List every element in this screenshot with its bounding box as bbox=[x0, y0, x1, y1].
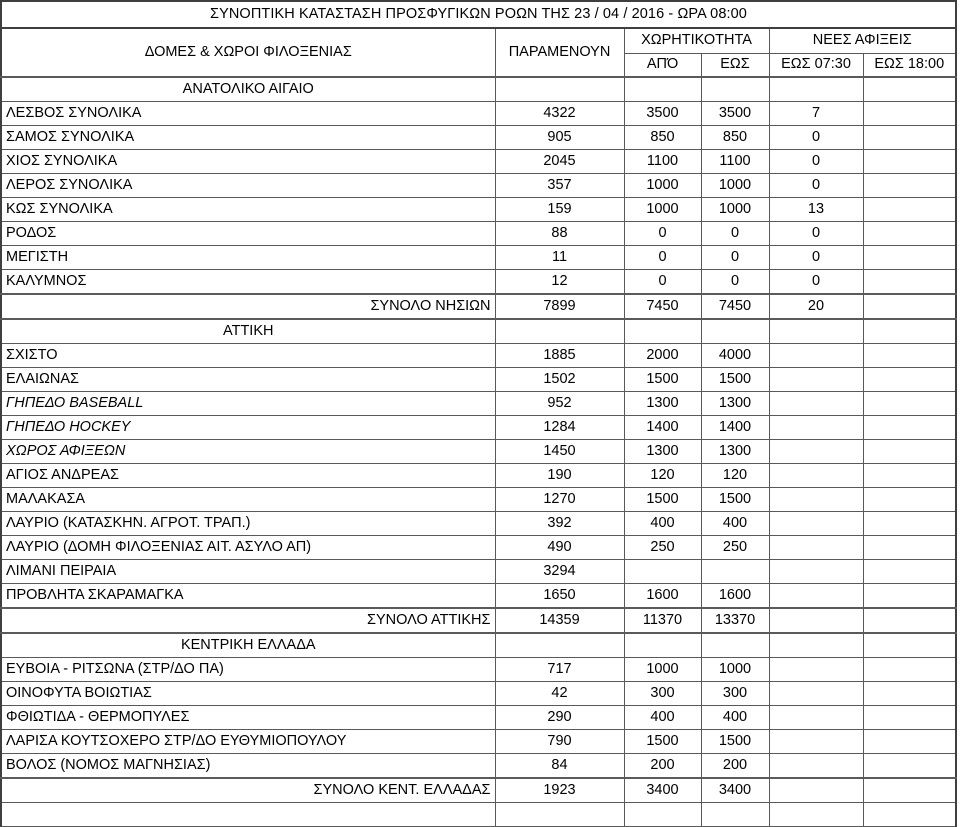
table-row bbox=[1, 368, 956, 392]
cell-arrivals-1800 bbox=[863, 778, 956, 803]
table-row bbox=[1, 730, 956, 754]
cell-arrivals-1800 bbox=[863, 706, 956, 730]
cell-facility-name: ΦΘΙΩΤΙΔΑ - ΘΕΡΜΟΠΥΛΕΣ bbox=[1, 706, 495, 730]
cell-facility-name: ΜΑΛΑΚΑΣΑ bbox=[1, 488, 495, 512]
cell-arrivals-1800 bbox=[863, 368, 956, 392]
cell-capacity-from bbox=[624, 77, 701, 102]
cell-arrivals-1800 bbox=[863, 682, 956, 706]
cell-arrivals-0730 bbox=[769, 77, 863, 102]
cell-capacity-to bbox=[701, 319, 769, 344]
table-header bbox=[1, 1, 956, 77]
cell-capacity-from: 1100 bbox=[624, 150, 701, 174]
table-row bbox=[1, 126, 956, 150]
cell-capacity-from: 1600 bbox=[624, 584, 701, 609]
table-partial-row bbox=[1, 803, 956, 827]
cell-facility-name: ΠΡΟΒΛΗΤΑ ΣΚΑΡΑΜΑΓΚΑ bbox=[1, 584, 495, 609]
report-title: ΣΥΝΟΠΤΙΚΗ ΚΑΤΑΣΤΑΣΗ ΠΡΟΣΦΥΓΙΚΩΝ ΡΟΩΝ ΤΗΣ 23 / 04 / 2016 - ΩΡΑ 08:00 bbox=[1, 1, 956, 28]
cell-arrivals-0730: 20 bbox=[769, 294, 863, 319]
col-header-capacity-to: ΕΩΣ bbox=[701, 54, 769, 78]
cell-arrivals-0730: 0 bbox=[769, 126, 863, 150]
cell-staying: 1270 bbox=[495, 488, 624, 512]
cell-staying: 12 bbox=[495, 270, 624, 295]
cell-arrivals-0730 bbox=[769, 778, 863, 803]
cell-staying: 3294 bbox=[495, 560, 624, 584]
cell-staying: 1885 bbox=[495, 344, 624, 368]
cell-arrivals-0730 bbox=[769, 658, 863, 682]
cell-arrivals-1800 bbox=[863, 126, 956, 150]
cell-arrivals-1800 bbox=[863, 803, 956, 827]
cell-facility-name: ΕΥΒΟΙΑ - ΡΙΤΣΩΝΑ (ΣΤΡ/ΔΟ ΠΑ) bbox=[1, 658, 495, 682]
table-row bbox=[1, 440, 956, 464]
total-label: ΣΥΝΟΛΟ ΑΤΤΙΚΗΣ bbox=[1, 608, 495, 633]
cell-capacity-from: 1000 bbox=[624, 658, 701, 682]
cell-capacity-to: 1500 bbox=[701, 488, 769, 512]
cell-facility-name: ΣΑΜΟΣ ΣΥΝΟΛΙΚΑ bbox=[1, 126, 495, 150]
cell-arrivals-1800 bbox=[863, 246, 956, 270]
cell-staying: 717 bbox=[495, 658, 624, 682]
cell-capacity-from: 0 bbox=[624, 246, 701, 270]
section-title: ΑΝΑΤΟΛΙΚΟ ΑΙΓΑΙΟ bbox=[1, 77, 495, 102]
cell-capacity-from: 1500 bbox=[624, 488, 701, 512]
table-total-row bbox=[1, 608, 956, 633]
cell-capacity-to: 1300 bbox=[701, 440, 769, 464]
cell-staying: 42 bbox=[495, 682, 624, 706]
table-total-row bbox=[1, 294, 956, 319]
cell-capacity-to: 1000 bbox=[701, 198, 769, 222]
cell-staying: 1502 bbox=[495, 368, 624, 392]
cell-arrivals-1800 bbox=[863, 584, 956, 609]
cell-staying: 4322 bbox=[495, 102, 624, 126]
cell-arrivals-0730: 0 bbox=[769, 174, 863, 198]
cell-capacity-to: 3400 bbox=[701, 778, 769, 803]
table-total-row bbox=[1, 778, 956, 803]
cell-arrivals-1800 bbox=[863, 488, 956, 512]
cell-arrivals-1800 bbox=[863, 174, 956, 198]
cell-capacity-from: 7450 bbox=[624, 294, 701, 319]
cell-staying: 1650 bbox=[495, 584, 624, 609]
table-row bbox=[1, 560, 956, 584]
cell-capacity-to: 1500 bbox=[701, 730, 769, 754]
cell-capacity-from: 1400 bbox=[624, 416, 701, 440]
cell-arrivals-1800 bbox=[863, 512, 956, 536]
cell-facility-name: ΕΛΑΙΩΝΑΣ bbox=[1, 368, 495, 392]
cell-staying: 490 bbox=[495, 536, 624, 560]
cell-facility-name: ΛΙΜΑΝΙ ΠΕΙΡΑΙΑ bbox=[1, 560, 495, 584]
table-row bbox=[1, 270, 956, 295]
cell-capacity-to: 0 bbox=[701, 222, 769, 246]
cell-capacity-to: 1300 bbox=[701, 392, 769, 416]
section-title: ΑΤΤΙΚΗ bbox=[1, 319, 495, 344]
cell-facility-name: ΛΕΡΟΣ ΣΥΝΟΛΙΚΑ bbox=[1, 174, 495, 198]
cell-capacity-to: 400 bbox=[701, 512, 769, 536]
table-row bbox=[1, 706, 956, 730]
cell-capacity-from: 0 bbox=[624, 222, 701, 246]
cell-capacity-from: 120 bbox=[624, 464, 701, 488]
cell-capacity-from: 300 bbox=[624, 682, 701, 706]
cell-facility-name: ΓΗΠΕΔΟ BASEBALL bbox=[1, 392, 495, 416]
cell-arrivals-0730 bbox=[769, 488, 863, 512]
cell-arrivals-1800 bbox=[863, 270, 956, 295]
cell-arrivals-0730 bbox=[769, 319, 863, 344]
cell-capacity-from: 0 bbox=[624, 270, 701, 295]
cell-capacity-from: 850 bbox=[624, 126, 701, 150]
cell-capacity-from: 2000 bbox=[624, 344, 701, 368]
cell-facility-name: ΧΩΡΟΣ ΑΦΙΞΕΩΝ bbox=[1, 440, 495, 464]
table-section-header-row bbox=[1, 633, 956, 658]
cell-arrivals-1800 bbox=[863, 344, 956, 368]
cell-staying: 159 bbox=[495, 198, 624, 222]
cell-capacity-to: 0 bbox=[701, 270, 769, 295]
cell-staying bbox=[495, 77, 624, 102]
table-row bbox=[1, 488, 956, 512]
table-row bbox=[1, 584, 956, 609]
cell-staying: 1923 bbox=[495, 778, 624, 803]
cell-capacity-to: 1600 bbox=[701, 584, 769, 609]
table-section-header-row bbox=[1, 77, 956, 102]
header-row-main bbox=[1, 28, 956, 54]
cell-capacity-from: 1300 bbox=[624, 440, 701, 464]
cell-arrivals-1800 bbox=[863, 198, 956, 222]
cell-staying: 392 bbox=[495, 512, 624, 536]
cell-arrivals-1800 bbox=[863, 102, 956, 126]
title-row bbox=[1, 1, 956, 28]
cell-capacity-to bbox=[701, 803, 769, 827]
col-header-new-arrivals-group: ΝΕΕΣ ΑΦΙΞΕΙΣ bbox=[769, 28, 956, 54]
cell-staying: 790 bbox=[495, 730, 624, 754]
cell-capacity-to: 400 bbox=[701, 706, 769, 730]
cell-staying: 290 bbox=[495, 706, 624, 730]
cell-capacity-from bbox=[624, 803, 701, 827]
cell-arrivals-0730 bbox=[769, 682, 863, 706]
cell-arrivals-0730 bbox=[769, 368, 863, 392]
cell-facility-name bbox=[1, 803, 495, 827]
cell-staying: 357 bbox=[495, 174, 624, 198]
cell-arrivals-1800 bbox=[863, 440, 956, 464]
cell-capacity-to: 1000 bbox=[701, 658, 769, 682]
cell-capacity-from bbox=[624, 633, 701, 658]
cell-facility-name: ΚΑΛΥΜΝΟΣ bbox=[1, 270, 495, 295]
cell-facility-name: ΛΑΡΙΣΑ ΚΟΥΤΣΟΧΕΡΟ ΣΤΡ/ΔΟ ΕΥΘΥΜΙΟΠΟΥΛΟΥ bbox=[1, 730, 495, 754]
cell-capacity-to: 7450 bbox=[701, 294, 769, 319]
cell-arrivals-0730 bbox=[769, 344, 863, 368]
cell-capacity-from: 400 bbox=[624, 512, 701, 536]
cell-arrivals-0730 bbox=[769, 512, 863, 536]
cell-arrivals-0730 bbox=[769, 440, 863, 464]
cell-capacity-to: 300 bbox=[701, 682, 769, 706]
cell-capacity-to: 1100 bbox=[701, 150, 769, 174]
cell-arrivals-0730 bbox=[769, 416, 863, 440]
cell-arrivals-0730: 0 bbox=[769, 222, 863, 246]
table-row bbox=[1, 658, 956, 682]
cell-capacity-from bbox=[624, 319, 701, 344]
table-row bbox=[1, 198, 956, 222]
table-body bbox=[1, 77, 956, 827]
cell-capacity-to: 200 bbox=[701, 754, 769, 779]
cell-arrivals-1800 bbox=[863, 658, 956, 682]
total-label: ΣΥΝΟΛΟ ΚΕΝΤ. ΕΛΛΑΔΑΣ bbox=[1, 778, 495, 803]
cell-staying: 14359 bbox=[495, 608, 624, 633]
cell-capacity-from: 3500 bbox=[624, 102, 701, 126]
cell-staying bbox=[495, 319, 624, 344]
cell-capacity-to: 3500 bbox=[701, 102, 769, 126]
cell-staying bbox=[495, 633, 624, 658]
cell-capacity-from: 1500 bbox=[624, 368, 701, 392]
cell-arrivals-1800 bbox=[863, 536, 956, 560]
cell-arrivals-0730: 13 bbox=[769, 198, 863, 222]
section-title: ΚΕΝΤΡΙΚΗ ΕΛΛΑΔΑ bbox=[1, 633, 495, 658]
cell-capacity-to: 13370 bbox=[701, 608, 769, 633]
cell-facility-name: ΓΗΠΕΔΟ HOCKEY bbox=[1, 416, 495, 440]
cell-arrivals-1800 bbox=[863, 150, 956, 174]
cell-capacity-from: 3400 bbox=[624, 778, 701, 803]
cell-facility-name: ΣΧΙΣΤΟ bbox=[1, 344, 495, 368]
cell-facility-name: ΛΑΥΡΙΟ (ΚΑΤΑΣΚΗΝ. ΑΓΡΟΤ. ΤΡΑΠ.) bbox=[1, 512, 495, 536]
total-label: ΣΥΝΟΛΟ ΝΗΣΙΩΝ bbox=[1, 294, 495, 319]
cell-capacity-to: 0 bbox=[701, 246, 769, 270]
cell-capacity-to: 850 bbox=[701, 126, 769, 150]
cell-arrivals-0730 bbox=[769, 464, 863, 488]
cell-facility-name: ΒΟΛΟΣ (ΝΟΜΟΣ ΜΑΓΝΗΣΙΑΣ) bbox=[1, 754, 495, 779]
cell-arrivals-0730: 7 bbox=[769, 102, 863, 126]
cell-capacity-from: 1000 bbox=[624, 174, 701, 198]
cell-staying: 88 bbox=[495, 222, 624, 246]
cell-arrivals-1800 bbox=[863, 464, 956, 488]
cell-arrivals-0730 bbox=[769, 392, 863, 416]
cell-arrivals-0730 bbox=[769, 706, 863, 730]
cell-staying: 905 bbox=[495, 126, 624, 150]
cell-arrivals-1800 bbox=[863, 633, 956, 658]
cell-arrivals-0730: 0 bbox=[769, 270, 863, 295]
cell-arrivals-1800 bbox=[863, 608, 956, 633]
cell-staying bbox=[495, 803, 624, 827]
col-header-staying: ΠΑΡΑΜΕΝΟΥΝ bbox=[495, 28, 624, 77]
cell-staying: 1450 bbox=[495, 440, 624, 464]
table-row bbox=[1, 246, 956, 270]
cell-capacity-from: 200 bbox=[624, 754, 701, 779]
cell-capacity-to bbox=[701, 560, 769, 584]
cell-capacity-to: 4000 bbox=[701, 344, 769, 368]
cell-staying: 190 bbox=[495, 464, 624, 488]
cell-arrivals-0730 bbox=[769, 754, 863, 779]
cell-arrivals-0730 bbox=[769, 803, 863, 827]
cell-capacity-to: 1500 bbox=[701, 368, 769, 392]
cell-arrivals-1800 bbox=[863, 754, 956, 779]
cell-capacity-from: 11370 bbox=[624, 608, 701, 633]
cell-arrivals-0730: 0 bbox=[769, 246, 863, 270]
table-row bbox=[1, 682, 956, 706]
cell-arrivals-1800 bbox=[863, 560, 956, 584]
cell-capacity-to bbox=[701, 633, 769, 658]
cell-facility-name: ΑΓΙΟΣ ΑΝΔΡΕΑΣ bbox=[1, 464, 495, 488]
cell-facility-name: ΧΙΟΣ ΣΥΝΟΛΙΚΑ bbox=[1, 150, 495, 174]
cell-capacity-from: 1500 bbox=[624, 730, 701, 754]
cell-arrivals-1800 bbox=[863, 222, 956, 246]
cell-arrivals-0730 bbox=[769, 608, 863, 633]
cell-staying: 11 bbox=[495, 246, 624, 270]
table-row bbox=[1, 102, 956, 126]
cell-capacity-to bbox=[701, 77, 769, 102]
table-row bbox=[1, 344, 956, 368]
cell-arrivals-0730 bbox=[769, 584, 863, 609]
cell-arrivals-1800 bbox=[863, 416, 956, 440]
col-header-arrivals-until-0730: ΕΩΣ 07:30 bbox=[769, 54, 863, 78]
cell-arrivals-0730: 0 bbox=[769, 150, 863, 174]
cell-arrivals-0730 bbox=[769, 560, 863, 584]
table-row bbox=[1, 416, 956, 440]
cell-arrivals-1800 bbox=[863, 77, 956, 102]
cell-capacity-to: 250 bbox=[701, 536, 769, 560]
col-header-capacity-group: ΧΩΡΗΤΙΚΟΤΗΤΑ bbox=[624, 28, 769, 54]
cell-arrivals-1800 bbox=[863, 730, 956, 754]
table-section-header-row bbox=[1, 319, 956, 344]
table-row bbox=[1, 512, 956, 536]
cell-arrivals-0730 bbox=[769, 633, 863, 658]
cell-staying: 1284 bbox=[495, 416, 624, 440]
cell-capacity-from: 1300 bbox=[624, 392, 701, 416]
table-row bbox=[1, 754, 956, 779]
cell-facility-name: ΚΩΣ ΣΥΝΟΛΙΚΑ bbox=[1, 198, 495, 222]
table-row bbox=[1, 150, 956, 174]
cell-capacity-from: 1000 bbox=[624, 198, 701, 222]
cell-staying: 84 bbox=[495, 754, 624, 779]
table-row bbox=[1, 174, 956, 198]
table-row bbox=[1, 464, 956, 488]
cell-staying: 952 bbox=[495, 392, 624, 416]
cell-capacity-to: 1400 bbox=[701, 416, 769, 440]
col-header-arrivals-until-1800: ΕΩΣ 18:00 bbox=[863, 54, 956, 78]
cell-arrivals-1800 bbox=[863, 319, 956, 344]
cell-arrivals-1800 bbox=[863, 392, 956, 416]
cell-facility-name: ΡΟΔΟΣ bbox=[1, 222, 495, 246]
col-header-capacity-from: ΑΠΌ bbox=[624, 54, 701, 78]
cell-arrivals-1800 bbox=[863, 294, 956, 319]
cell-arrivals-0730 bbox=[769, 536, 863, 560]
cell-facility-name: ΛΕΣΒΟΣ ΣΥΝΟΛΙΚΑ bbox=[1, 102, 495, 126]
cell-capacity-from bbox=[624, 560, 701, 584]
cell-capacity-to: 1000 bbox=[701, 174, 769, 198]
table-row bbox=[1, 392, 956, 416]
cell-facility-name: ΜΕΓΙΣΤΗ bbox=[1, 246, 495, 270]
table-row bbox=[1, 536, 956, 560]
cell-facility-name: ΛΑΥΡΙΟ (ΔΟΜΗ ΦΙΛΟΞΕΝΙΑΣ ΑΙΤ. ΑΣΥΛΟ ΑΠ) bbox=[1, 536, 495, 560]
cell-capacity-from: 400 bbox=[624, 706, 701, 730]
cell-staying: 2045 bbox=[495, 150, 624, 174]
cell-facility-name: ΟΙΝΟΦΥΤΑ ΒΟΙΩΤΙΑΣ bbox=[1, 682, 495, 706]
cell-capacity-to: 120 bbox=[701, 464, 769, 488]
cell-staying: 7899 bbox=[495, 294, 624, 319]
table-row bbox=[1, 222, 956, 246]
cell-capacity-from: 250 bbox=[624, 536, 701, 560]
cell-arrivals-0730 bbox=[769, 730, 863, 754]
col-header-facilities: ΔΟΜΕΣ & ΧΩΡΟΙ ΦΙΛΟΞΕΝΙΑΣ bbox=[1, 28, 495, 77]
